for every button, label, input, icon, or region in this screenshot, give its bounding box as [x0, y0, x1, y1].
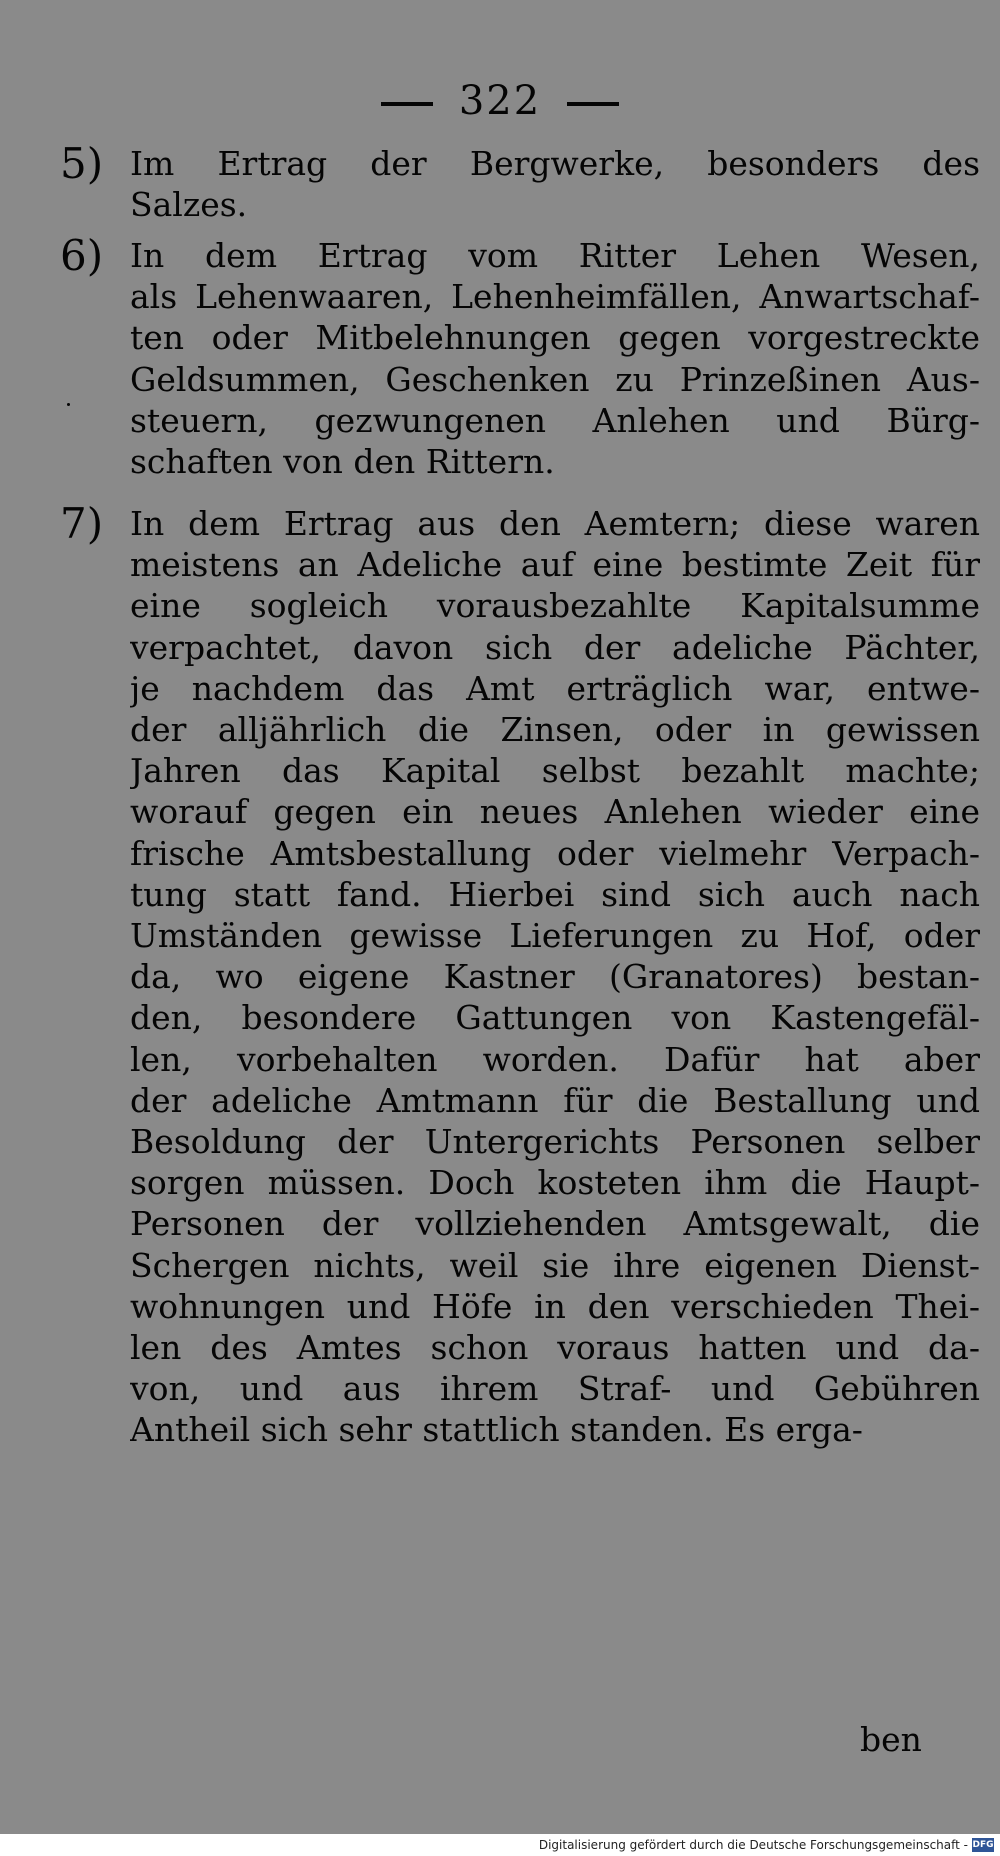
footer-bar — [0, 1834, 1000, 1856]
catchword: ben — [860, 1720, 922, 1759]
text-line: der adeliche Amtmann für die Bestallung und — [130, 1080, 980, 1120]
text-line: je nachdem das Amt erträglich war, entwe- — [130, 668, 980, 708]
text-line: In dem Ertrag aus den Aemtern; diese waren — [130, 504, 980, 543]
text-line: In dem Ertrag vom Ritter Lehen Wesen, — [130, 236, 980, 275]
text-line: verpachtet, davon sich der adeliche Pächter, — [130, 627, 980, 667]
text-line: ten oder Mitbelehnungen gegen vorgestreckte — [130, 318, 980, 358]
text-line: Geldsummen, Geschenken zu Prinzeßinen Aus- — [130, 359, 980, 399]
text-line: Salzes. — [130, 185, 248, 225]
text-line: Schergen nichts, weil sie ihre eigenen Dienst- — [130, 1245, 980, 1285]
text-line: Im Ertrag der Bergwerke, besonders des — [130, 144, 980, 183]
text-line: len des Amtes schon voraus hatten und da- — [130, 1328, 980, 1367]
text-line: Umständen gewisse Lieferungen zu Hof, oder — [130, 916, 980, 955]
text-line: da, wo eigene Kastner (Granatores) bestan- — [130, 957, 980, 997]
text-line: len, vorbehalten worden. Dafür hat aber — [130, 1039, 980, 1079]
text-line: steuern, gezwungenen Anlehen und Bürg- — [130, 400, 980, 440]
entry-number: 5) — [60, 139, 104, 188]
text-line: Jahren das Kapital selbst bezahlt machte; — [130, 751, 980, 791]
text-line: der alljährlich die Zinsen, oder in gewissen — [130, 710, 980, 749]
text-line: von, und aus ihrem Straf- und Gebühren — [130, 1369, 980, 1409]
dfg-logo: DFG — [972, 1840, 994, 1850]
header-dash-left — [381, 102, 433, 106]
header-dash-right — [567, 102, 619, 106]
text-line: wohnungen und Höfe in den verschieden Thei- — [130, 1286, 980, 1326]
entry-number: 6) — [60, 231, 104, 280]
text-line: schaften von den Rittern. — [130, 442, 555, 481]
text-line: als Lehenwaaren, Lehenheimfällen, Anwartschaf- — [130, 277, 980, 317]
text-line: den, besondere Gattungen von Kastengefäl- — [130, 998, 980, 1038]
text-line: sorgen müssen. Doch kosteten ihm die Haupt- — [130, 1163, 980, 1203]
text-line: worauf gegen ein neues Anlehen wieder eine — [130, 792, 980, 832]
text-line: frische Amtsbestallung oder vielmehr Verpach- — [130, 833, 980, 873]
text-line: Besoldung der Untergerichts Personen selber — [130, 1122, 980, 1161]
text-line: Personen der vollziehenden Amtsgewalt, die — [130, 1204, 980, 1244]
margin-mark — [67, 403, 70, 406]
text-line: meistens an Adeliche auf eine bestimte Zeit für — [130, 545, 980, 585]
footer-credit: Digitalisierung gefördert durch die Deutsche Forschungsgemeinschaft - — [538, 1838, 968, 1852]
text-line: eine sogleich vorausbezahlte Kapitalsumme — [130, 586, 980, 626]
entry-number: 7) — [60, 499, 104, 548]
text-line: tung statt fand. Hierbei sind sich auch nach — [130, 874, 980, 914]
text-line: Antheil sich sehr stattlich standen. Es erga- — [130, 1410, 863, 1450]
page-number: 322 — [458, 78, 542, 124]
page-header — [0, 78, 1000, 124]
